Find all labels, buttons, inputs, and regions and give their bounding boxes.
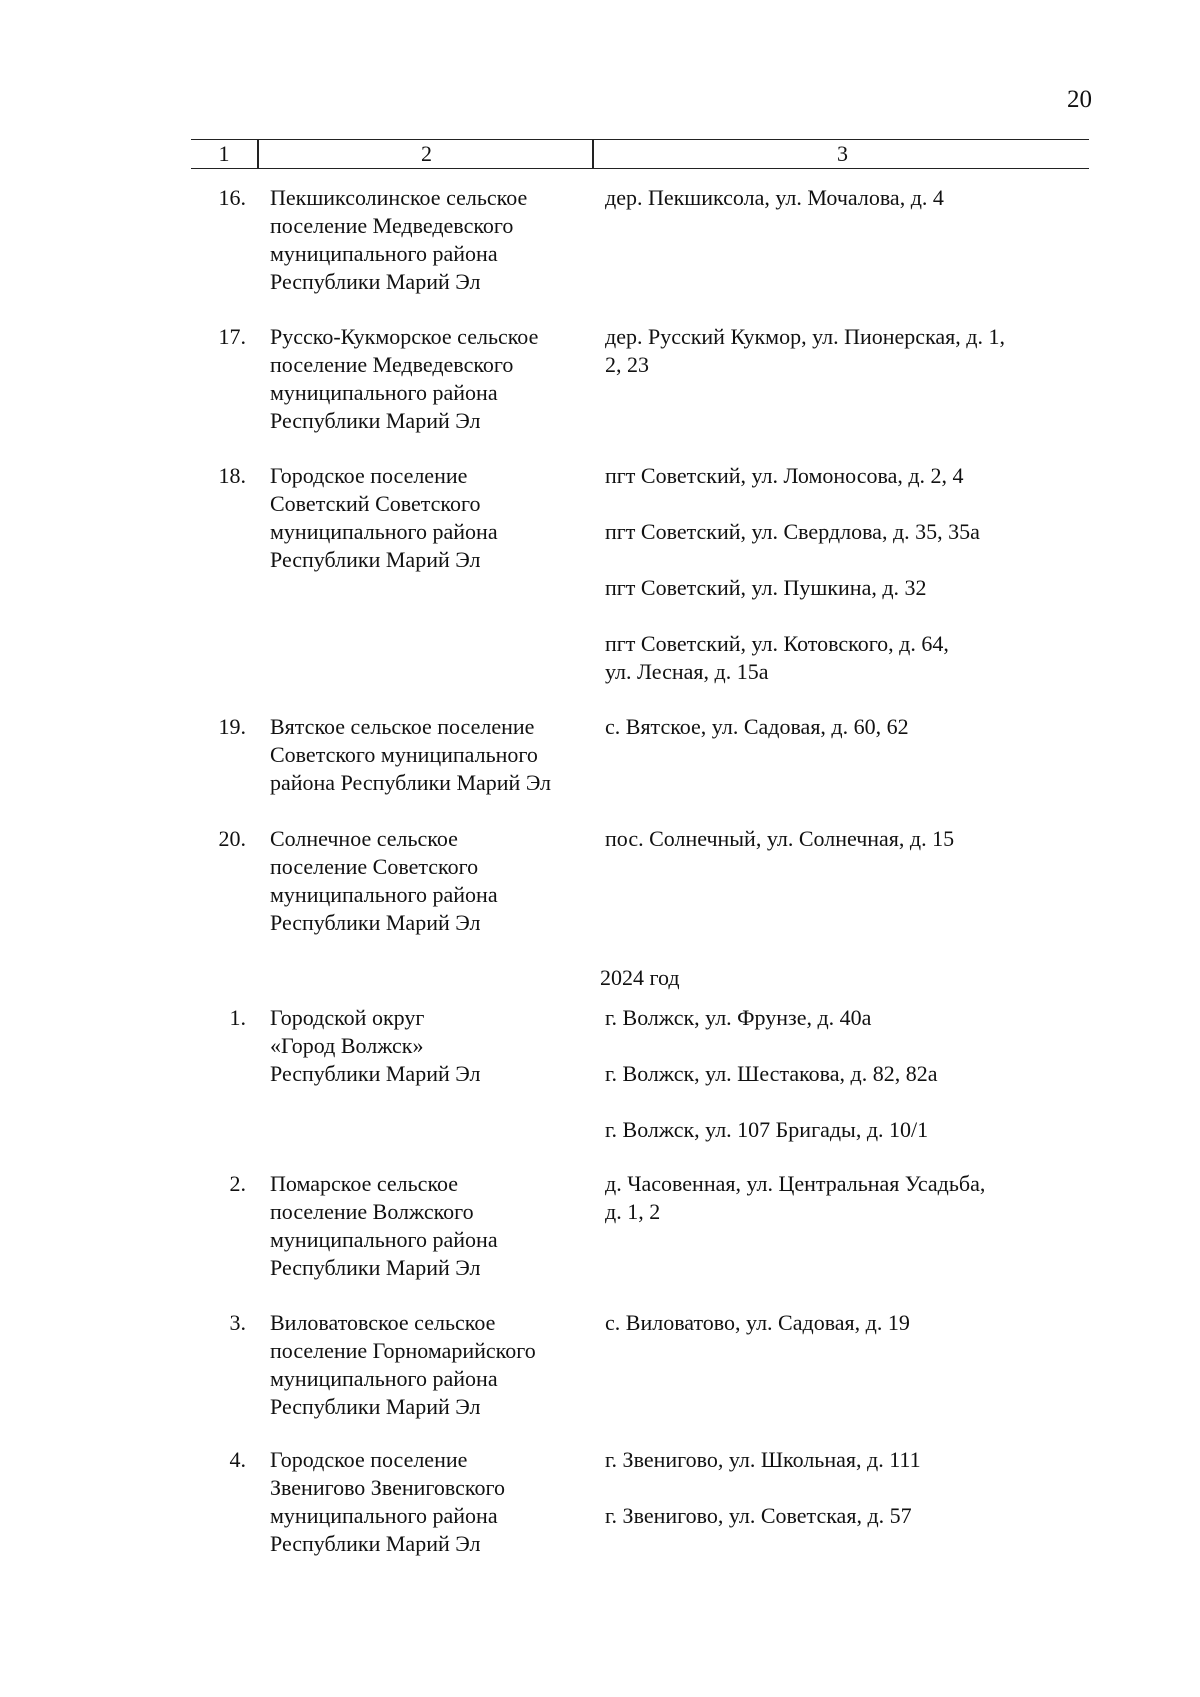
settlement-name: Помарское сельское поселение Волжского муниципального района Республики Марий Эл [270,1171,498,1280]
row-number: 20. [218,826,246,851]
address-line: дер. Русский Кукмор, ул. Пионерская, д. 1, [605,324,1005,349]
address-line: пгт Советский, ул. Пушкина, д. 32 [605,575,927,600]
settlement-name: Русско-Кукморское сельское поселение Медведевского муниципального района Республики Марий Эл [270,324,539,433]
address-line: г. Волжск, ул. Фрунзе, д. 40а [605,1005,872,1030]
address-cell [605,184,1090,212]
settlement-name: Вятское сельское поселение Советского муниципального района Республики Марий Эл [270,714,552,795]
address-line: пос. Солнечный, ул. Солнечная, д. 15 [605,826,955,851]
settlement-name: Городское поселение Советский Советского муниципального района Республики Марий Эл [270,463,498,572]
address-line: дер. Пекшиксола, ул. Мочалова, д. 4 [605,185,944,210]
header-col-2: 2 [257,140,594,168]
address-line: г. Звенигово, ул. Советская, д. 57 [605,1503,912,1528]
address-line: г. Волжск, ул. 107 Бригады, д. 10/1 [605,1117,929,1142]
settlement-name: Виловатовское сельское поселение Горномарийского муниципального района Республики Марий Эл [270,1310,536,1419]
address-cell [605,1170,1090,1226]
row-number: 1. [229,1005,246,1030]
row-number: 19. [218,714,246,739]
address-cell [605,323,1090,379]
row-number: 4. [229,1447,246,1472]
address-line: г. Звенигово, ул. Школьная, д. 111 [605,1447,921,1472]
table-header [191,139,1089,169]
address-line: ул. Лесная, д. 15а [605,659,769,684]
row-number: 17. [218,324,246,349]
year-heading: 2024 год [600,965,680,990]
header-col-3: 3 [592,140,1091,168]
address-line: 2, 23 [605,352,649,377]
settlement-name: Солнечное сельское поселение Советского муниципального района Республики Марий Эл [270,826,498,935]
address-cell [605,1309,1090,1337]
row-number: 18. [218,463,246,488]
address-line: с. Вятское, ул. Садовая, д. 60, 62 [605,714,909,739]
row-number: 16. [218,185,246,210]
address-line: пгт Советский, ул. Ломоносова, д. 2, 4 [605,463,964,488]
address-line: с. Виловатово, ул. Садовая, д. 19 [605,1310,910,1335]
settlement-name: Пекшиксолинское сельское поселение Медведевского муниципального района Республики Марий Эл [270,185,528,294]
address-line: г. Волжск, ул. Шестакова, д. 82, 82а [605,1061,938,1086]
settlement-name: Городское поселение Звенигово Звениговского муниципального района Республики Марий Эл [270,1447,505,1556]
address-cell [605,1004,1090,1144]
address-line: пгт Советский, ул. Свердлова, д. 35, 35а [605,519,980,544]
address-line: д. 1, 2 [605,1199,661,1224]
address-cell [605,825,1090,853]
header-col-1: 1 [218,141,230,166]
row-number: 3. [229,1310,246,1335]
address-cell [605,462,1090,686]
address-line: пгт Советский, ул. Котовского, д. 64, [605,631,949,656]
address-cell [605,1446,1090,1530]
page-number: 20 [1067,86,1092,113]
address-cell [605,713,1090,741]
row-number: 2. [229,1171,246,1196]
settlement-name: Городской округ «Город Волжск» Республики Марий Эл [270,1005,481,1086]
address-line: д. Часовенная, ул. Центральная Усадьба, [605,1171,986,1196]
